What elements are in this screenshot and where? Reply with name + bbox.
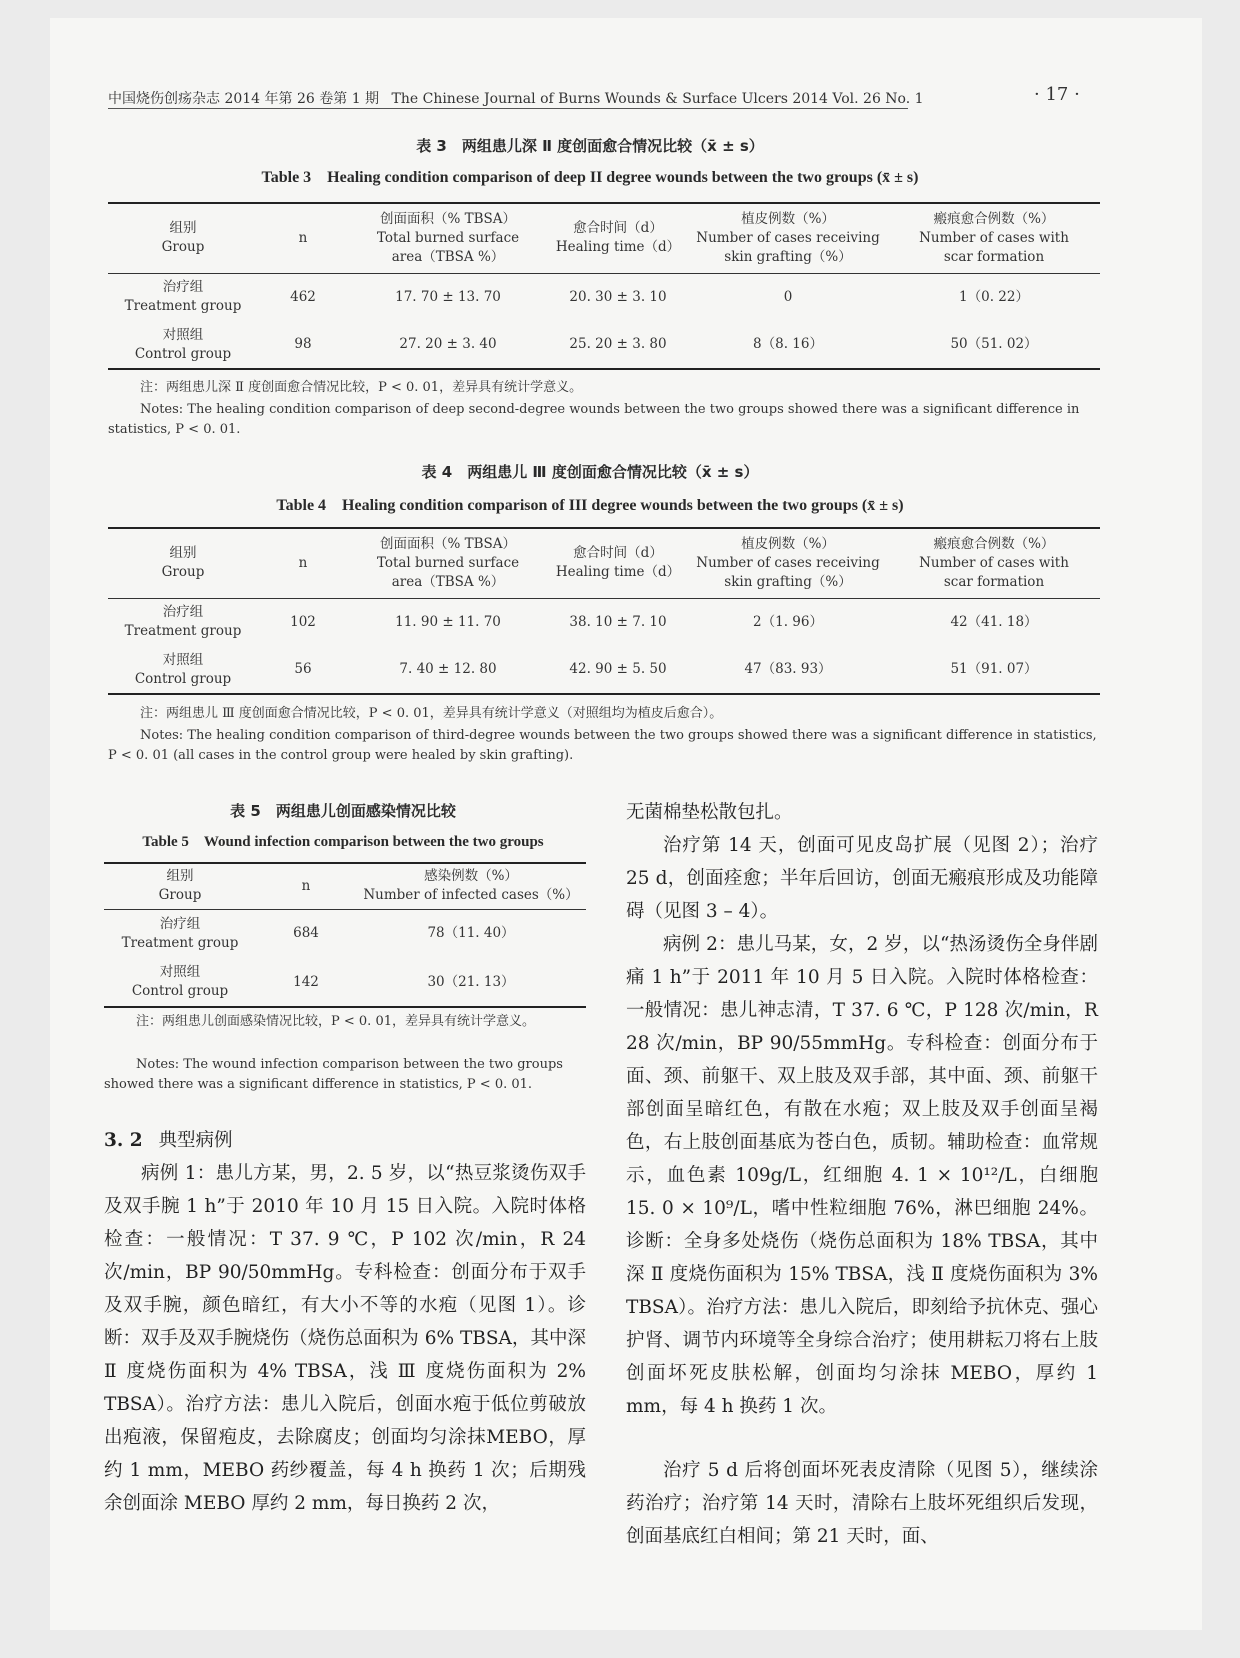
col-area: 创面面积（% TBSA） Total burned surface area（TBSA %）	[348, 203, 548, 273]
section-number: 3. 2	[104, 1130, 143, 1151]
page-number: · 17 ·	[1034, 84, 1080, 105]
right-para-0: 无菌棉垫松散包扎。	[626, 802, 793, 823]
col-time: 愈合时间（d） Healing time（d）	[548, 203, 688, 273]
table4	[108, 527, 1100, 695]
journal-cn: 中国烧伤创疡杂志 2014 年第 26 卷第 1 期	[108, 91, 380, 107]
table-header-row	[108, 203, 1100, 273]
table3-caption-cn: 表 3 两组患儿深 Ⅱ 度创面愈合情况比较（x̄ ± s）	[416, 137, 764, 155]
table5	[104, 862, 586, 1008]
case2-paragraph: 病例 2：患儿马某，女，2 岁，以“热汤烫伤全身伴剧痛 1 h”于 2011 年 10 月 5 日入院。入院时体格检查：一般情况：患儿神志清，T 37. 6 ℃，P 128 次/min，R 28 次/min，BP 90/55mmHg。专科检查：创面分布于面、颈、前躯干、双上肢及双手部，其中面、颈、前躯干部创面呈暗红色，有散在水疱；双上肢及双手创面呈褐色，右上肢创面基底为苍白色，质韧。辅助检查：血常规示，血色素 109g/L，红细胞 4. 1 × 10¹²/L，白细胞 15. 0 × 10⁹/L，嗜中性粒细胞 76%，淋巴细胞 24%。诊断：全身多处烧伤（烧伤总面积为 18% TBSA，其中深 Ⅱ 度烧伤面积为 15% TBSA，浅 Ⅱ 度烧伤面积为 3% TBSA）。治疗方法：患儿入院后，即刻给予抗休克、强心护肾、调节内环境等全身综合治疗；使用耕耘刀将右上肢创面坏死皮肤松解，创面均匀涂抹 MEBO，厚约 1 mm，每 4 h 换药 1 次。	[626, 934, 1098, 1417]
table5-caption-cn: 表 5 两组患儿创面感染情况比较	[230, 802, 456, 820]
table5-note-cn: 注：两组患儿创面感染情况比较，P < 0. 01，差异具有统计学意义。	[136, 1014, 535, 1029]
journal-en: The Chinese Journal of Burns Wounds & Surface Ulcers 2014 Vol. 26 No. 1	[391, 91, 924, 107]
table5-caption-en: Table 5 Wound infection comparison between the two groups	[142, 834, 544, 850]
section-title: 典型病例	[158, 1130, 233, 1151]
col-graft: 植皮例数（%） Number of cases receiving skin grafting（%）	[688, 203, 888, 273]
col-scar: 瘢痕愈合例数（%） Number of cases with scar formation	[888, 203, 1100, 273]
table-header-row: 组别 Group n 感染例数（%） Number of infected cases（%）	[104, 863, 586, 909]
table4-caption-cn: 表 4 两组患儿 Ⅲ 度创面愈合情况比较（x̄ ± s）	[421, 463, 759, 481]
table-row: 对照组 Control group 56 7. 40 ± 12. 80 42. 90 ± 5. 50 47（83. 93） 51（91. 07）	[134, 651, 1038, 687]
table-row: 治疗组 Treatment group 102 11. 90 ± 11. 70 38. 10 ± 7. 10 2（1. 96） 42（41. 18）	[124, 604, 1038, 640]
table5-note-en: Notes: The wound infection comparison between the two groups showed there was a significant difference in statistics, P < 0. 01.	[104, 1057, 563, 1092]
table-row: 对照组 Control group 142 30（21. 13）	[131, 964, 515, 999]
table3	[108, 202, 1100, 370]
table3-note-cn: 注：两组患儿深 Ⅱ 度创面愈合情况比较，P < 0. 01，差异具有统计学意义。	[140, 380, 583, 395]
table-row: 治疗组 Treatment group 462 17. 70 ± 13. 70 20. 30 ± 3. 10 0 1（0. 22）	[124, 279, 1029, 315]
table4-caption-en: Table 4 Healing condition comparison of III degree wounds between the two groups (x̄ ± s)	[276, 497, 904, 514]
table-row: 治疗组 Treatment group 684 78（11. 40）	[121, 915, 515, 951]
header-rule	[108, 108, 908, 109]
table-header-row: 组别 Group n 创面面积（% TBSA） Total burned surface area（TBSA %） 愈合时间（d） Healing time（d） 植皮例数（%） Number of cases receiving skin grafting（%） 瘢痕愈合例数（%） Number of cases with scar formation	[108, 528, 1100, 598]
right-para-3: 治疗 5 d 后将创面坏死表皮清除（见图 5），继续涂药治疗；治疗第 14 天时，清除右上肢坏死组织后发现，创面基底红白相间；第 21 天时，面、	[626, 1460, 1098, 1547]
table4-note-en: Notes: The healing condition comparison of third-degree wounds between the two groups showed there was a significant difference in statistics, P < 0. 01 (all cases in the control group were healed by skin grafting).	[108, 728, 1097, 763]
table4-note-cn: 注：两组患儿 Ⅲ 度创面愈合情况比较，P < 0. 01，差异具有统计学意义（对照组均为植皮后愈合）。	[140, 706, 723, 721]
right-para-1: 治疗第 14 天，创面可见皮岛扩展（见图 2）；治疗 25 d，创面痊愈；半年后回访，创面无瘢痕形成及功能障碍（见图 3 – 4）。	[626, 835, 1098, 922]
col-group: 组别 Group	[108, 203, 258, 273]
table3-note-en: Notes: The healing condition comparison of deep second-degree wounds between the two groups showed there was a significant difference in statistics, P < 0. 01.	[108, 402, 1080, 437]
col-n: n	[258, 203, 348, 273]
table3-caption-en: Table 3 Healing condition comparison of deep II degree wounds between the two groups (x̄ ± s)	[261, 169, 919, 186]
table-row: 对照组 Control group 98 27. 20 ± 3. 40 25. 20 ± 3. 80 8（8. 16） 50（51. 02）	[134, 326, 1038, 362]
section-heading	[104, 1124, 586, 1157]
case1-paragraph: 病例 1：患儿方某，男，2. 5 岁，以“热豆浆烫伤双手及双手腕 1 h”于 2010 年 10 月 15 日入院。入院时体格检查：一般情况：T 37. 9 ℃，P 102 次/min，R 24 次/min，BP 90/50mmHg。专科检查：创面分布于双手及双手腕，颜色暗红，有大小不等的水疱（见图 1）。诊断：双手及双手腕烧伤（烧伤总面积为 6% TBSA，其中深 Ⅱ 度烧伤面积为 4% TBSA，浅 Ⅲ 度烧伤面积为 2% TBSA）。治疗方法：患儿入院后，创面水疱于低位剪破放出疱液，保留疱皮，去除腐皮；创面均匀涂抹MEBO，厚约 1 mm，MEBO 药纱覆盖，每 4 h 换药 1 次；后期残余创面涂 MEBO 厚约 2 mm，每日换药 2 次，	[104, 1163, 586, 1514]
running-header	[108, 88, 1108, 108]
